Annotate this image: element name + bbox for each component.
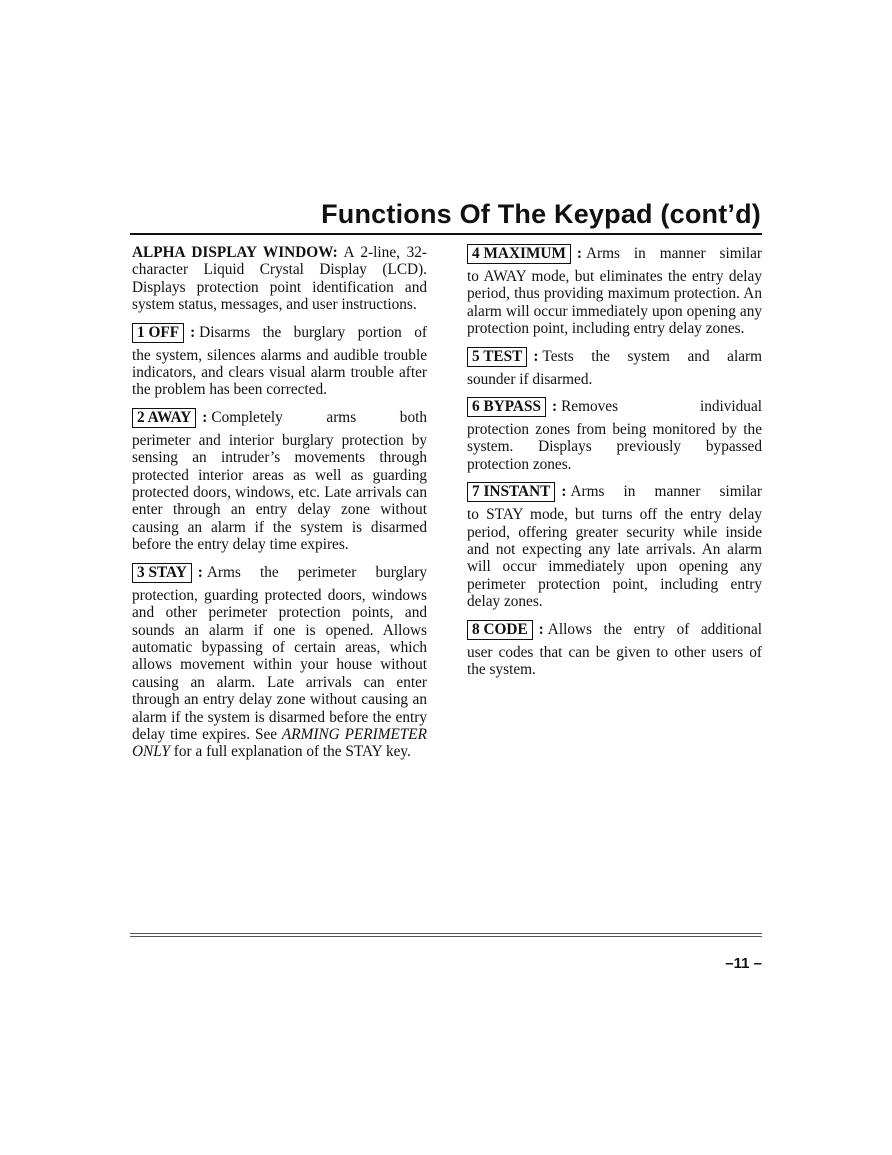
entry-first-text: Completely arms both	[211, 408, 427, 426]
key-test-label: 5 TEST	[467, 347, 527, 367]
key-code-entry	[467, 620, 762, 679]
entry-heading: ALPHA DISPLAY WINDOW:	[132, 244, 338, 261]
key-maximum-label: 4 MAXIMUM	[467, 244, 571, 264]
entry-first-text: Disarms the burglary portion of	[199, 323, 427, 341]
entry-text: protection zones from being monitored by the system. Displays previously bypassed protection zones.	[467, 421, 762, 473]
entry-text: to STAY mode, but turns off the entry delay period, offering greater security while inside and not expecting any late arrivals. An alarm will occur immediately upon opening any perimeter protection point, including entry delay zones.	[467, 506, 762, 611]
page-number: –11 –	[725, 955, 762, 972]
colon: :	[561, 483, 567, 501]
footer-rule	[130, 933, 762, 937]
entry-first-text: Arms the perimeter burglary	[206, 563, 427, 581]
entry-text-main: protection, guarding protected doors, windows and other perimeter protection points, and sounds an alarm if one is opened. Allows automatic bypassing of certain areas, which allows movement within your house without causing an alarm. Late arrivals can enter through an entry delay zone without causing an alarm if the system is disarmed before the entry delay time expires. See	[132, 586, 427, 743]
colon: :	[576, 245, 582, 262]
entry-first-line	[467, 347, 762, 371]
entry-text	[132, 587, 427, 761]
alpha-display-entry	[132, 244, 427, 314]
right-column	[467, 244, 762, 688]
entry-text: A 2-line, 32-character Liquid Crystal Display (LCD). Displays protection point identification and system status, messages, and user instructions.	[132, 244, 427, 314]
colon: :	[552, 398, 558, 416]
colon: :	[533, 347, 539, 365]
entry-first-line	[132, 563, 427, 587]
entry-text: the system, silences alarms and audible trouble indicators, and clears visual alarm trouble after the problem has been corrected.	[132, 346, 427, 399]
entry-text-tail: for a full explanation of the STAY key.	[169, 743, 411, 761]
left-column	[132, 244, 427, 770]
key-away-entry	[132, 408, 427, 554]
entry-text: user codes that can be given to other users of the system.	[467, 643, 762, 679]
key-stay-label: 3 STAY	[132, 563, 192, 583]
cross-reference: ARMING PERIMETER ONLY	[132, 725, 427, 761]
page-title: Functions Of The Keypad (cont’d)	[321, 199, 761, 229]
entry-first-text: Tests the system and alarm	[542, 347, 762, 365]
entry-first-text: Removes individual	[561, 398, 762, 416]
entry-first-line	[467, 397, 762, 421]
colon: :	[202, 408, 208, 426]
key-instant-label: 7 INSTANT	[467, 482, 555, 502]
entry-text: perimeter and interior burglary protection by sensing an intruder’s movements through protected interior areas as well as guarding protected doors, windows, etc. Late arrivals can enter through an entry delay zone without causing an alarm if the system is disarmed before the entry delay time expires.	[132, 431, 427, 554]
key-maximum-entry	[467, 244, 762, 338]
colon: :	[190, 323, 196, 341]
key-instant-entry	[467, 482, 762, 610]
entry-first-line	[467, 244, 762, 268]
entry-first-text: Allows the entry of additional	[547, 620, 762, 638]
key-code-label: 8 CODE	[467, 620, 533, 640]
entry-first-line	[467, 620, 762, 644]
title-rule	[130, 233, 762, 235]
key-bypass-entry	[467, 397, 762, 473]
key-off-entry	[132, 323, 427, 399]
entry-text: to AWAY mode, but eliminates the entry delay period, thus providing maximum protection. An alarm will occur immediately upon opening any protection point, including entry delay zones.	[467, 268, 762, 338]
colon: :	[197, 563, 203, 581]
entry-first-text: Arms in manner similar	[570, 483, 762, 501]
key-stay-entry	[132, 563, 427, 761]
entry-first-text: Arms in manner similar	[586, 245, 762, 262]
entry-text: sounder if disarmed.	[467, 370, 593, 388]
colon: :	[538, 620, 544, 638]
entry-first-line	[132, 323, 427, 347]
key-off-label: 1 OFF	[132, 323, 184, 343]
key-away-label: 2 AWAY	[132, 408, 196, 428]
entry-first-line	[132, 408, 427, 432]
entry-first-line	[467, 482, 762, 506]
key-bypass-label: 6 BYPASS	[467, 397, 546, 417]
key-test-entry	[467, 347, 762, 388]
